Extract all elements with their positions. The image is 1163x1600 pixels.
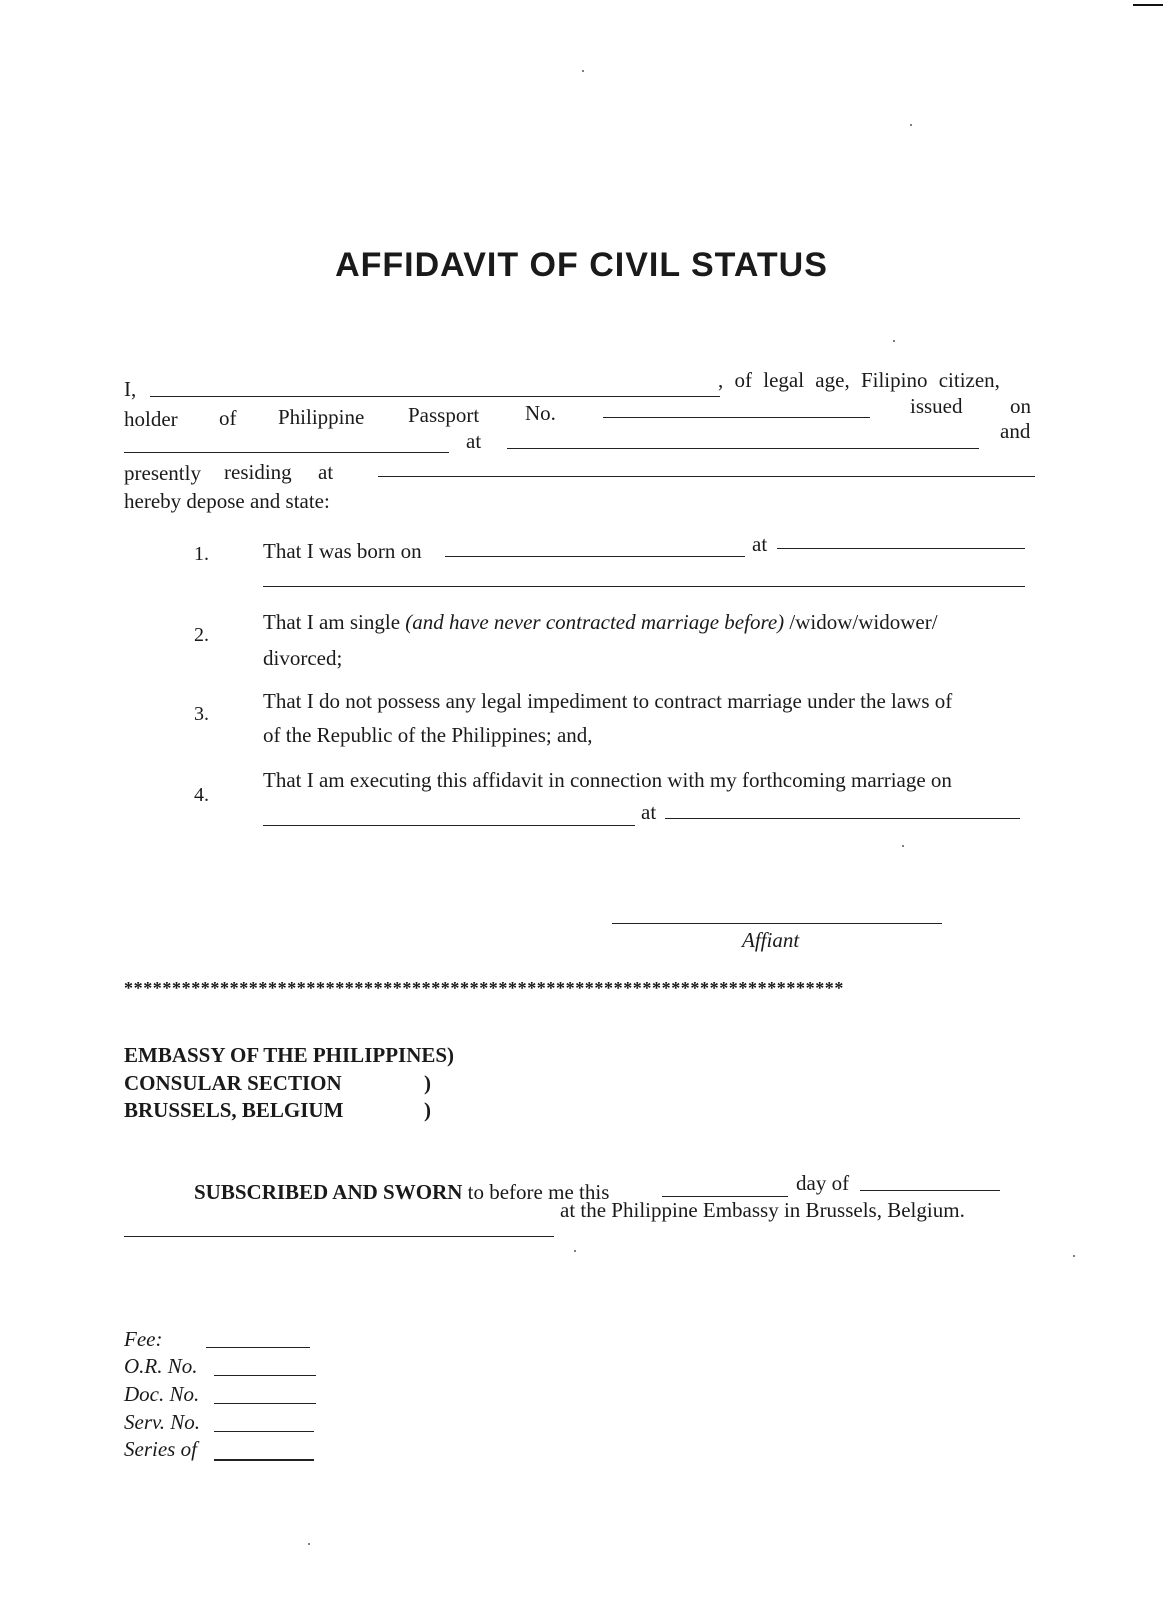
affiant-signature-line[interactable] — [612, 923, 942, 924]
item-3-number: 3. — [194, 703, 209, 725]
serv-no-line[interactable] — [214, 1431, 314, 1432]
page-corner-mark — [1133, 4, 1163, 6]
scan-speck — [1073, 1255, 1075, 1257]
intro-philippine: Philippine — [278, 405, 365, 429]
item-2-text-c: /widow/widower/ — [784, 610, 938, 634]
sworn-year-line[interactable] — [124, 1236, 554, 1237]
sworn-day-line[interactable] — [662, 1196, 788, 1197]
item-4-text-a: That I am executing this affidavit in connection with my forthcoming marriage on — [263, 768, 952, 792]
embassy-line-3-paren: ) — [424, 1098, 431, 1122]
sworn-day-of: day of — [796, 1171, 850, 1195]
intro-presently: presently — [124, 461, 201, 485]
residence-address-line[interactable] — [378, 476, 1035, 477]
intro-issued: issued — [910, 394, 963, 418]
doc-no-label: Doc. No. — [124, 1382, 200, 1406]
intro-no: No. — [525, 401, 556, 425]
marriage-place-line[interactable] — [665, 818, 1020, 819]
scan-speck — [308, 1543, 310, 1545]
or-no-line[interactable] — [214, 1375, 316, 1376]
sworn-month-line[interactable] — [860, 1190, 1000, 1191]
marriage-date-line[interactable] — [263, 825, 635, 826]
intro-hereby: hereby depose and state: — [124, 489, 330, 513]
name-field-line[interactable] — [150, 396, 720, 397]
item-2-text-a: That I am single — [263, 610, 406, 634]
intro-i: I, — [124, 377, 137, 401]
fee-line[interactable] — [206, 1347, 310, 1348]
sworn-text — [194, 1180, 609, 1205]
item-3-text-b: of the Republic of the Philippines; and, — [263, 723, 593, 747]
item-2-text-d: divorced; — [263, 646, 343, 670]
serv-no-label: Serv. No. — [124, 1410, 201, 1434]
item-2-text-italic: (and have never contracted marriage before) — [405, 610, 785, 634]
birth-place-line[interactable] — [777, 548, 1025, 549]
item-3-text-a: That I do not possess any legal impediment to contract marriage under the laws of — [263, 689, 953, 713]
separator-stars: *************************************************************************** — [124, 978, 844, 998]
embassy-line-3: BRUSSELS, BELGIUM — [124, 1098, 344, 1122]
item-1-text: That I was born on — [263, 539, 422, 563]
embassy-line-1: EMBASSY OF THE PHILIPPINES) — [124, 1043, 455, 1067]
intro-at2: at — [318, 460, 334, 484]
item-1-at: at — [752, 532, 768, 556]
series-of-line[interactable] — [214, 1459, 314, 1461]
item-4-number: 4. — [194, 784, 209, 806]
affiant-label: Affiant — [742, 928, 800, 952]
intro-at: at — [466, 429, 482, 453]
intro-residing: residing — [224, 460, 292, 484]
fee-label: Fee: — [124, 1327, 163, 1351]
intro-on: on — [1010, 394, 1031, 418]
birth-place-line-2[interactable] — [263, 586, 1025, 587]
or-no-label: O.R. No. — [124, 1354, 198, 1378]
passport-issue-date-line[interactable] — [124, 452, 449, 453]
passport-issue-place-line[interactable] — [507, 448, 979, 449]
intro-legal-age: , of legal age, Filipino citizen, — [718, 368, 1000, 392]
sworn-text-b: at the Philippine Embassy in Brussels, Belgium. — [560, 1198, 965, 1222]
intro-of: of — [219, 406, 237, 430]
scan-speck — [902, 845, 904, 847]
passport-number-line[interactable] — [603, 417, 870, 418]
item-2-text — [263, 610, 938, 635]
doc-no-line[interactable] — [214, 1403, 316, 1404]
scan-speck — [582, 70, 584, 72]
series-of-label: Series of — [124, 1437, 197, 1461]
scan-speck — [574, 1250, 576, 1252]
sworn-bold: SUBSCRIBED AND SWORN — [194, 1180, 463, 1204]
intro-passport: Passport — [408, 403, 480, 427]
intro-holder: holder — [124, 407, 178, 431]
page-title: AFFIDAVIT OF CIVIL STATUS — [335, 246, 828, 284]
scan-speck — [910, 124, 912, 126]
birth-date-line[interactable] — [445, 556, 745, 557]
embassy-line-2: CONSULAR SECTION — [124, 1071, 342, 1095]
intro-and: and — [1000, 419, 1031, 443]
sworn-text-a: to before me this — [462, 1180, 610, 1204]
item-2-number: 2. — [194, 624, 209, 646]
scan-speck — [893, 340, 895, 342]
item-1-number: 1. — [194, 543, 209, 565]
item-4-at: at — [641, 800, 657, 824]
embassy-line-2-paren: ) — [424, 1071, 431, 1095]
